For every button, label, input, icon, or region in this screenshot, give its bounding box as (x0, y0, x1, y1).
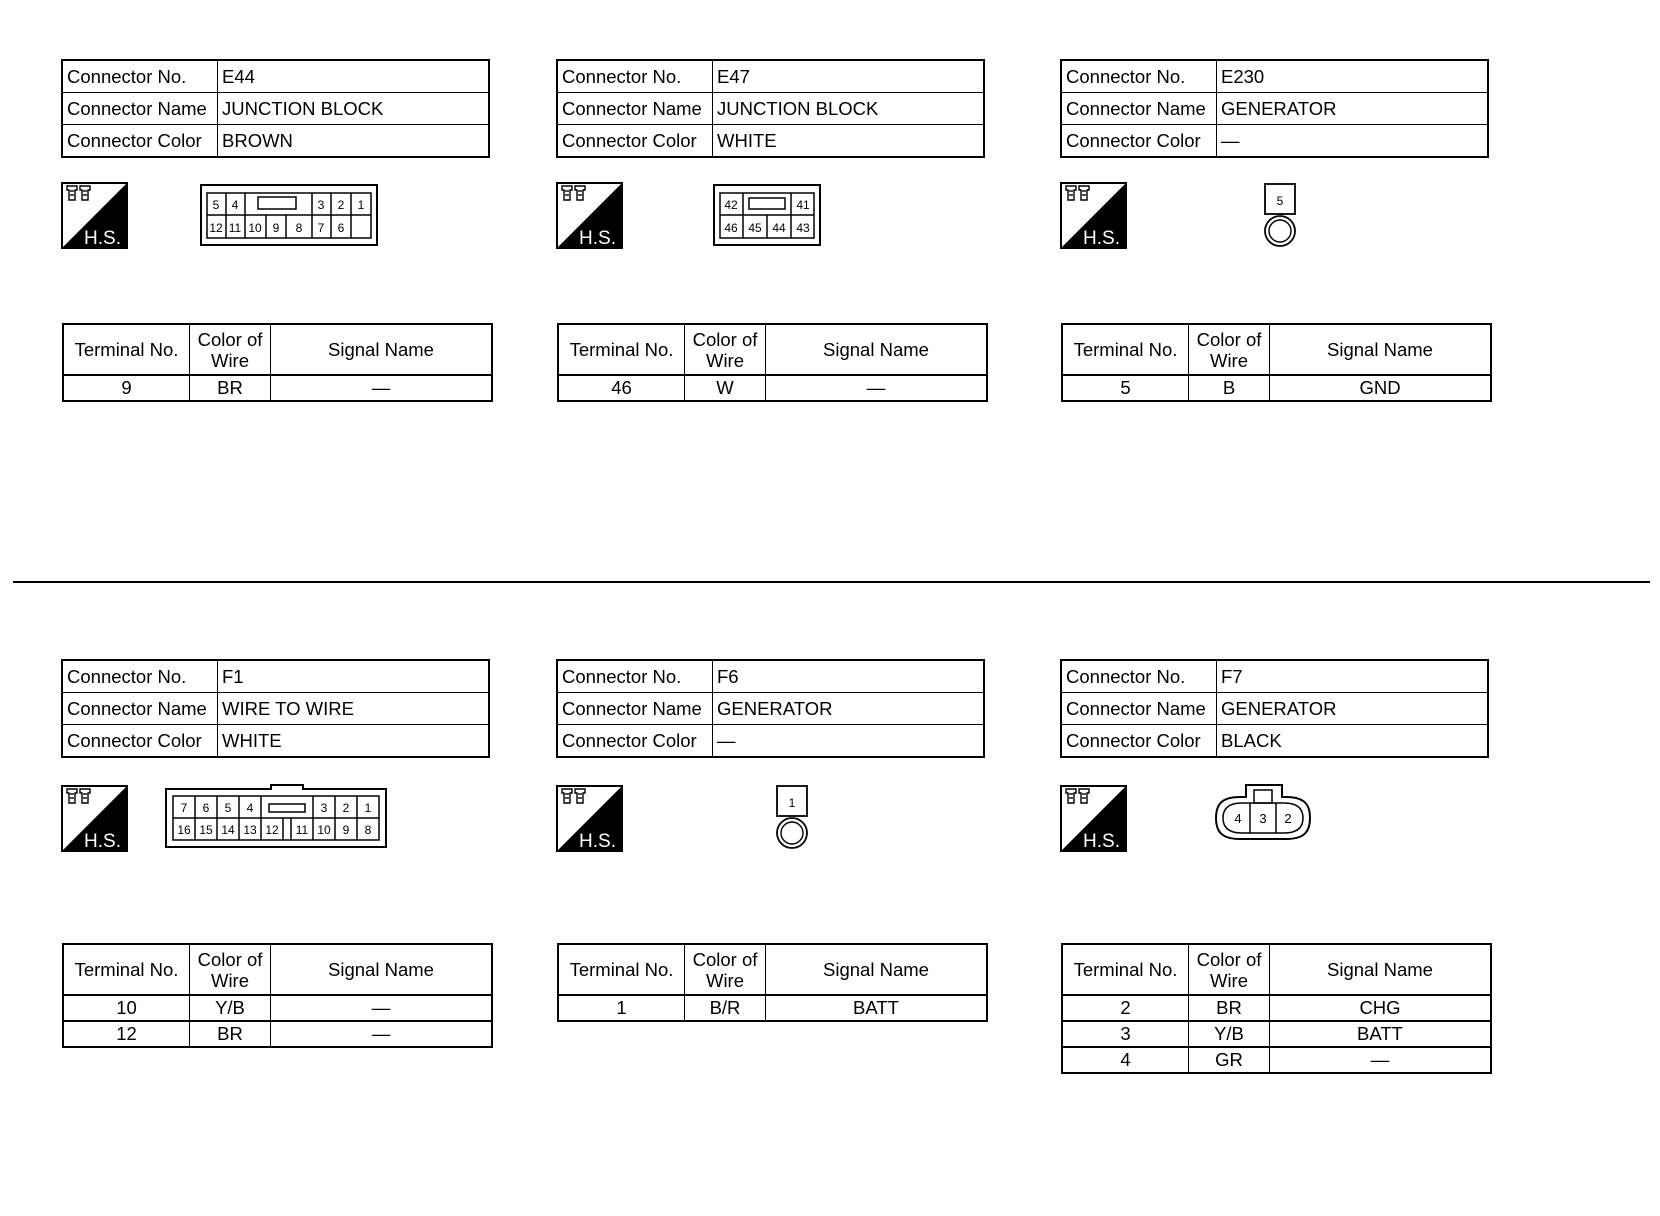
pin-label: 4 (1234, 811, 1242, 826)
pin-label: 3 (317, 198, 325, 212)
wire-color-cell: W (685, 375, 766, 401)
pin-label: 2 (1284, 811, 1292, 826)
header-terminal-no: Terminal No. (63, 324, 190, 375)
harness-side-icon (61, 182, 128, 249)
connector-name-value: GENERATOR (713, 693, 985, 725)
signal-name-cell: — (271, 1021, 493, 1047)
connector-name-value: WIRE TO WIRE (218, 693, 490, 725)
label-connector-color: Connector Color (557, 125, 713, 158)
pin-label: 15 (199, 823, 213, 837)
header-signal-name: Signal Name (1270, 944, 1492, 995)
header-signal-name: Signal Name (271, 324, 493, 375)
signal-name-cell: BATT (1270, 1021, 1492, 1047)
terminal-table-e230 (1061, 323, 1492, 402)
label-connector-color: Connector Color (1061, 125, 1217, 158)
pin-label: 14 (221, 823, 235, 837)
wire-color-cell: Y/B (1189, 1021, 1270, 1047)
header-wire-color: Color of Wire (1189, 324, 1270, 375)
hs-label: H.S. (579, 831, 616, 852)
pin-label: 8 (295, 221, 303, 235)
wire-color-cell: Y/B (190, 995, 271, 1021)
connector-no-value: F6 (713, 660, 985, 693)
header-terminal-no: Terminal No. (63, 944, 190, 995)
signal-name-cell: CHG (1270, 995, 1492, 1021)
table-row (558, 375, 987, 401)
table-row (1062, 1047, 1491, 1073)
harness-side-icon (61, 785, 128, 852)
connector-color-value: WHITE (713, 125, 985, 158)
pin-label: 13 (243, 823, 257, 837)
pin-label: 11 (295, 823, 309, 837)
connector-info-f7 (1060, 659, 1489, 758)
wire-color-cell: B/R (685, 995, 766, 1021)
signal-name-cell: — (271, 995, 493, 1021)
header-wire-color: Color of Wire (685, 324, 766, 375)
connector-name-value: GENERATOR (1217, 93, 1489, 125)
harness-side-icon (1060, 785, 1127, 852)
connector-face-f7 (1214, 784, 1314, 846)
header-wire-color: Color of Wire (685, 944, 766, 995)
connector-name-value: GENERATOR (1217, 693, 1489, 725)
terminal-table-e44 (62, 323, 493, 402)
header-terminal-no: Terminal No. (558, 944, 685, 995)
label-connector-no: Connector No. (557, 60, 713, 93)
connector-info-e47 (556, 59, 985, 158)
table-row (558, 995, 987, 1021)
pin-label: 7 (180, 801, 188, 815)
terminal-no-cell: 46 (558, 375, 685, 401)
pin-label: 6 (202, 801, 210, 815)
connector-color-value: — (1217, 125, 1489, 158)
hs-label: H.S. (84, 831, 121, 852)
table-row (63, 375, 492, 401)
label-connector-no: Connector No. (1061, 660, 1217, 693)
header-terminal-no: Terminal No. (558, 324, 685, 375)
signal-name-cell: — (271, 375, 493, 401)
wire-color-cell: GR (1189, 1047, 1270, 1073)
table-row (1062, 995, 1491, 1021)
connector-face-e47 (713, 184, 823, 248)
header-terminal-no: Terminal No. (1062, 944, 1189, 995)
pin-label: 7 (317, 221, 325, 235)
label-connector-name: Connector Name (62, 93, 218, 125)
signal-name-cell: — (1270, 1047, 1492, 1073)
terminal-no-cell: 1 (558, 995, 685, 1021)
connector-info-e230 (1060, 59, 1489, 158)
pin-label: 12 (209, 221, 223, 235)
pin-label: 5 (1276, 194, 1284, 208)
connector-color-value: WHITE (218, 725, 490, 758)
header-wire-color: Color of Wire (190, 944, 271, 995)
header-wire-color: Color of Wire (190, 324, 271, 375)
label-connector-no: Connector No. (1061, 60, 1217, 93)
connector-color-value: BLACK (1217, 725, 1489, 758)
hs-label: H.S. (1083, 831, 1120, 852)
pin-label: 2 (342, 801, 350, 815)
connector-info-f1 (61, 659, 490, 758)
label-connector-color: Connector Color (62, 725, 218, 758)
pin-label: 9 (272, 221, 280, 235)
terminal-no-cell: 5 (1062, 375, 1189, 401)
header-wire-color: Color of Wire (1189, 944, 1270, 995)
wire-color-cell: BR (190, 1021, 271, 1047)
pin-label: 44 (772, 221, 786, 235)
terminal-no-cell: 12 (63, 1021, 190, 1047)
header-signal-name: Signal Name (271, 944, 493, 995)
pin-label: 1 (788, 796, 796, 810)
table-row (1062, 375, 1491, 401)
pin-label: 12 (265, 823, 279, 837)
terminal-table-e47 (557, 323, 988, 402)
header-signal-name: Signal Name (1270, 324, 1492, 375)
wire-color-cell: BR (190, 375, 271, 401)
header-terminal-no: Terminal No. (1062, 324, 1189, 375)
hs-label: H.S. (1083, 228, 1120, 249)
wire-color-cell: BR (1189, 995, 1270, 1021)
harness-side-icon (556, 785, 623, 852)
label-connector-name: Connector Name (1061, 693, 1217, 725)
pin-label: 10 (317, 823, 331, 837)
pin-label: 6 (337, 221, 345, 235)
pin-label: 42 (724, 198, 738, 212)
pin-label: 2 (337, 198, 345, 212)
pin-label: 5 (212, 198, 220, 212)
signal-name-cell: BATT (766, 995, 988, 1021)
harness-side-icon (556, 182, 623, 249)
label-connector-no: Connector No. (62, 660, 218, 693)
terminal-no-cell: 3 (1062, 1021, 1189, 1047)
table-row (63, 995, 492, 1021)
connector-no-value: F7 (1217, 660, 1489, 693)
hs-label: H.S. (84, 228, 121, 249)
label-connector-name: Connector Name (557, 693, 713, 725)
label-connector-no: Connector No. (557, 660, 713, 693)
pin-label: 4 (246, 801, 254, 815)
label-connector-color: Connector Color (1061, 725, 1217, 758)
pin-label: 45 (748, 221, 762, 235)
connector-face-f1 (165, 784, 389, 850)
connector-no-value: E47 (713, 60, 985, 93)
pin-label: 5 (224, 801, 232, 815)
terminal-table-f6 (557, 943, 988, 1022)
connector-no-value: F1 (218, 660, 490, 693)
table-row (1062, 1021, 1491, 1047)
pin-label: 1 (364, 801, 372, 815)
connector-no-value: E230 (1217, 60, 1489, 93)
pin-label: 41 (796, 198, 810, 212)
label-connector-name: Connector Name (557, 93, 713, 125)
header-signal-name: Signal Name (766, 944, 988, 995)
connector-name-value: JUNCTION BLOCK (218, 93, 490, 125)
wire-color-cell: B (1189, 375, 1270, 401)
terminal-table-f1 (62, 943, 493, 1048)
signal-name-cell: — (766, 375, 988, 401)
pin-label: 4 (231, 198, 239, 212)
connector-color-value: — (713, 725, 985, 758)
terminal-table-f7 (1061, 943, 1492, 1074)
section-divider (13, 581, 1650, 583)
label-connector-color: Connector Color (62, 125, 218, 158)
connector-no-value: E44 (218, 60, 490, 93)
pin-label: 10 (248, 221, 262, 235)
pin-label: 43 (796, 221, 810, 235)
terminal-no-cell: 9 (63, 375, 190, 401)
connector-info-e44 (61, 59, 490, 158)
pin-label: 1 (357, 198, 365, 212)
label-connector-name: Connector Name (1061, 93, 1217, 125)
connector-info-f6 (556, 659, 985, 758)
signal-name-cell: GND (1270, 375, 1492, 401)
connector-name-value: JUNCTION BLOCK (713, 93, 985, 125)
connector-color-value: BROWN (218, 125, 490, 158)
terminal-no-cell: 10 (63, 995, 190, 1021)
pin-label: 11 (228, 221, 242, 235)
hs-label: H.S. (579, 228, 616, 249)
harness-side-icon (1060, 182, 1127, 249)
pin-label: 3 (320, 801, 328, 815)
header-signal-name: Signal Name (766, 324, 988, 375)
terminal-no-cell: 4 (1062, 1047, 1189, 1073)
pin-label: 8 (364, 823, 372, 837)
label-connector-name: Connector Name (62, 693, 218, 725)
terminal-no-cell: 2 (1062, 995, 1189, 1021)
connector-face-e44 (200, 184, 380, 248)
label-connector-no: Connector No. (62, 60, 218, 93)
table-row (63, 1021, 492, 1047)
pin-label: 3 (1259, 811, 1267, 826)
connector-face-f6 (772, 785, 812, 851)
label-connector-color: Connector Color (557, 725, 713, 758)
pin-label: 46 (724, 221, 738, 235)
connector-face-e230 (1260, 183, 1300, 249)
pin-label: 16 (177, 823, 191, 837)
pin-label: 9 (342, 823, 350, 837)
